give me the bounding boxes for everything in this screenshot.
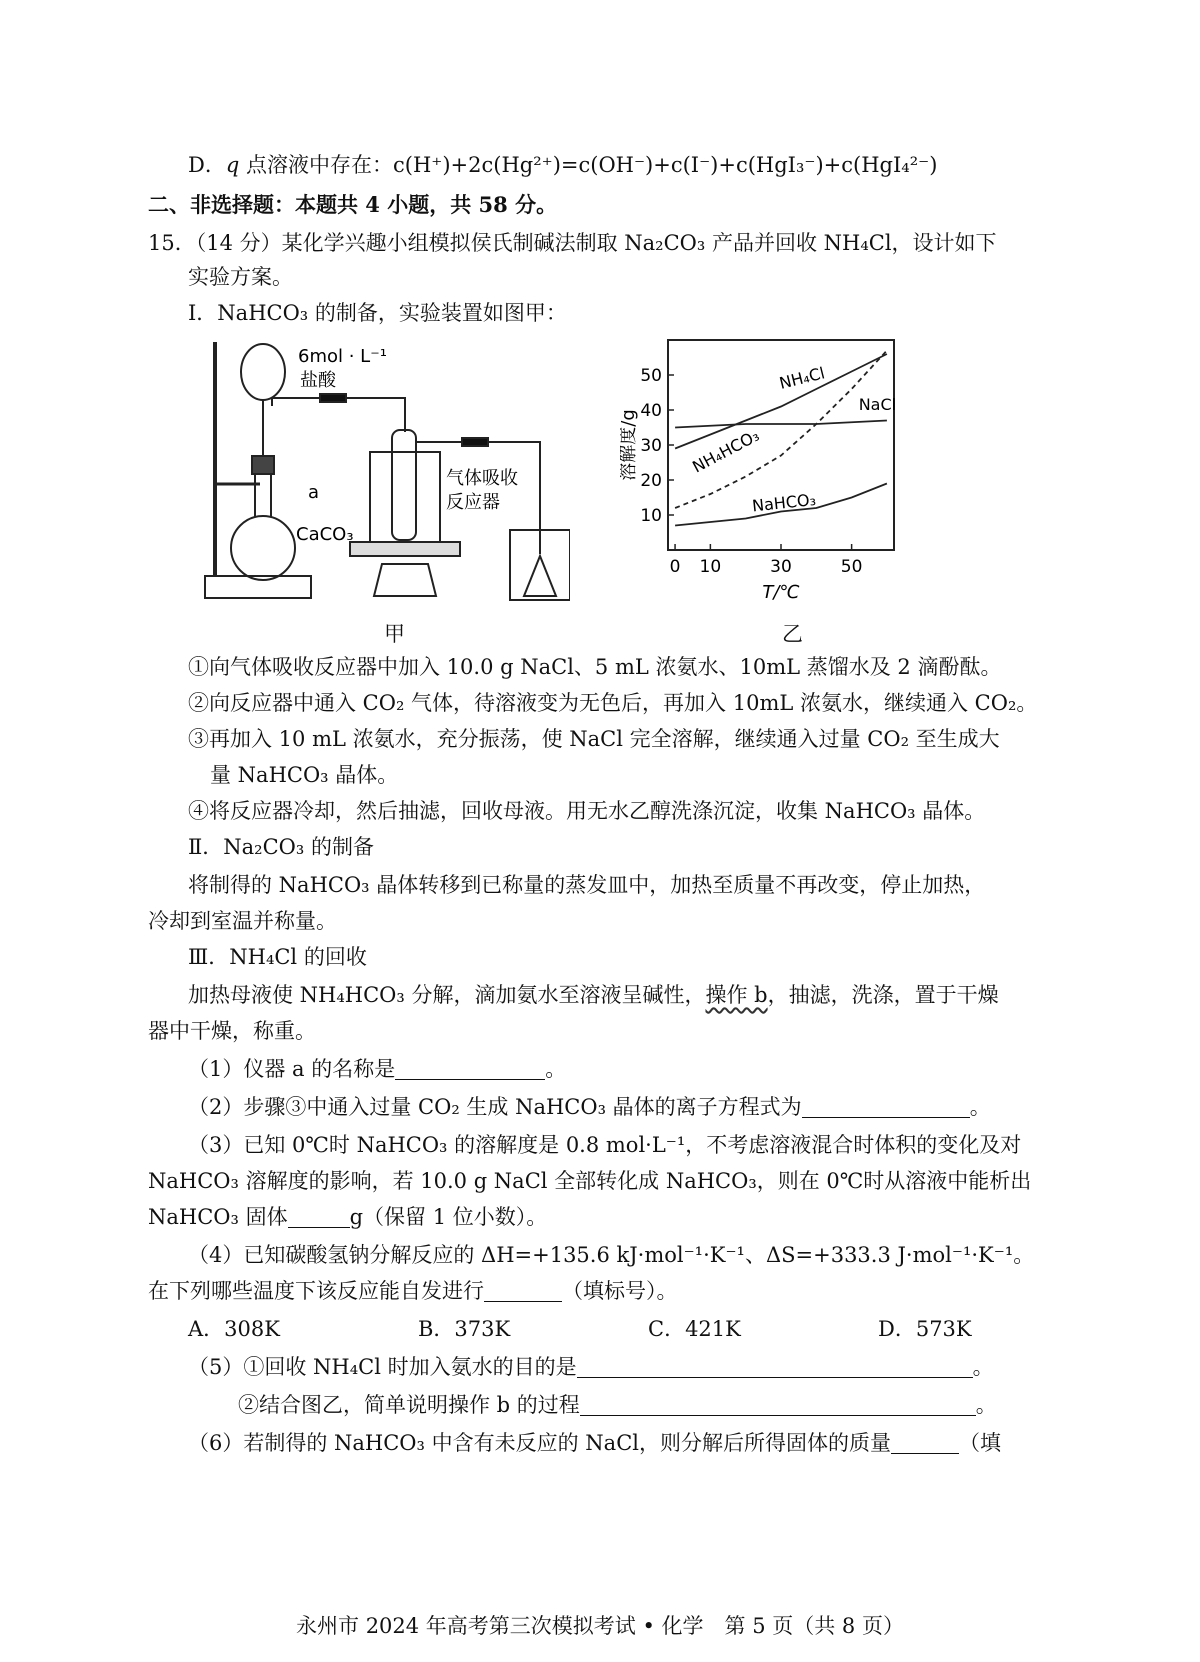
- step-3: ③再加入 10 mL 浓氨水，充分振荡，使 NaCl 完全溶解，继续通入过量 CO₂ 至生成大: [188, 727, 1000, 751]
- reactor-label-1: 气体吸收: [446, 468, 518, 489]
- dropping-funnel: [241, 344, 285, 400]
- gas-absorption-reactor: [392, 430, 416, 540]
- flask-label: a: [308, 482, 320, 503]
- subq-5-1: [188, 1352, 994, 1382]
- q15-intro-1: 15．（14 分）某化学兴趣小组模拟侯氏制碱法制取 Na₂CO₃ 产品并回收 NH₄Cl，设计如下: [148, 231, 997, 255]
- plot-frame: [668, 340, 897, 550]
- answer-blank-6[interactable]: [891, 1433, 959, 1454]
- part1-title: Ⅰ．NaHCO₃ 的制备，实验装置如图甲：: [188, 301, 567, 325]
- subq-3-line-1: （3）已知 0℃时 NaHCO₃ 的溶解度是 0.8 mol·L⁻¹，不考虑溶液混合时体积的变化及对: [188, 1133, 1022, 1157]
- subq-4-option-b[interactable]: B．373K: [418, 1317, 511, 1341]
- answer-blank-2[interactable]: [802, 1097, 970, 1118]
- subq-6-text: （6）若制得的 NaHCO₃ 中含有未反应的 NaCl，则分解后所得固体的质量: [188, 1431, 891, 1455]
- series-label-3: NaHCO₃: [751, 489, 817, 516]
- page-footer: 永州市 2024 年高考第三次模拟考试 • 化学 第 5 页（共 8 页）: [296, 1614, 904, 1638]
- subq-5-2-end: 。: [975, 1393, 997, 1417]
- y-tick-label-0: 10: [640, 506, 662, 526]
- answer-blank-3[interactable]: [288, 1207, 350, 1228]
- series-line-1: [675, 421, 887, 428]
- operation-b: 操作 b: [705, 983, 768, 1007]
- caption-yi: 乙: [782, 622, 803, 646]
- y-tick-label-2: 30: [640, 436, 662, 456]
- subq-1-end: 。: [545, 1057, 567, 1081]
- subq-3-line-3: [148, 1202, 547, 1232]
- x-tick-label-2: 30: [770, 557, 792, 577]
- subq-1: [188, 1054, 566, 1084]
- point-q: q: [225, 153, 240, 177]
- round-flask-a: [231, 516, 295, 580]
- subq-3-text: NaHCO₃ 固体: [148, 1205, 288, 1229]
- option-d: [188, 150, 937, 180]
- subq-4-option-d[interactable]: D．573K: [878, 1317, 972, 1341]
- answer-blank-5-2[interactable]: [580, 1395, 976, 1416]
- subq-6: [188, 1428, 1001, 1458]
- subq-4-end: （填标号）。: [562, 1279, 678, 1303]
- figure-solubility-chart: [620, 334, 910, 614]
- subq-6-end: （填: [958, 1431, 1001, 1455]
- y-tick-label-4: 50: [640, 366, 662, 386]
- x-tick-label-3: 50: [840, 557, 863, 577]
- subq-3-line-2: NaHCO₃ 溶解度的影响，若 10.0 g NaCl 全部转化成 NaHCO₃，则在 0℃时从溶液中能析出: [148, 1169, 1032, 1193]
- inverted-funnel: [524, 556, 556, 596]
- y-axis-label: 溶解度/g: [620, 409, 639, 481]
- part2-text-2: 冷却到室温并称量。: [148, 909, 337, 933]
- part2-title: Ⅱ．Na₂CO₃ 的制备: [188, 835, 374, 859]
- reactor-label-2: 反应器: [446, 492, 500, 513]
- answer-blank-1[interactable]: [395, 1059, 545, 1080]
- part2-text-1: 将制得的 NaHCO₃ 晶体转移到已称量的蒸发皿中，加热至质量不再改变，停止加热，: [188, 873, 986, 897]
- series-line-0: [675, 354, 887, 449]
- step-3-cont: 量 NaHCO₃ 晶体。: [210, 763, 399, 787]
- x-tick-label-0: 0: [669, 557, 681, 577]
- x-tick-label-1: 10: [699, 557, 722, 577]
- acid-label-2: 盐酸: [300, 370, 336, 391]
- part3-text-1b: ，抽滤，洗涤，置于干燥: [767, 983, 999, 1007]
- subq-5-1-text: （5）①回收 NH₄Cl 时加入氨水的目的是: [188, 1355, 577, 1379]
- part3-text-2: 器中干燥，称重。: [148, 1019, 316, 1043]
- subq-1-text: （1）仪器 a 的名称是: [188, 1057, 396, 1081]
- subq-2-end: 。: [969, 1095, 991, 1119]
- subq-4-option-a[interactable]: A．308K: [188, 1317, 280, 1341]
- part3-text-1: [188, 980, 999, 1010]
- stopper: [252, 456, 274, 474]
- subq-2-text: （2）步骤③中通入过量 CO₂ 生成 NaHCO₃ 晶体的离子方程式为: [188, 1095, 802, 1119]
- option-d-text: 点溶液中存在：: [239, 153, 393, 177]
- subq-5-1-end: 。: [972, 1355, 994, 1379]
- y-tick-label-1: 20: [640, 471, 662, 491]
- step-4: ④将反应器冷却，然后抽滤，回收母液。用无水乙醇洗涤沉淀，收集 NaHCO₃ 晶体。: [188, 799, 986, 823]
- figure-apparatus: [200, 334, 570, 614]
- subq-4-option-c[interactable]: C．421K: [648, 1317, 741, 1341]
- subq-3-end: g（保留 1 位小数）。: [349, 1205, 548, 1229]
- answer-blank-5-1[interactable]: [577, 1357, 973, 1378]
- delivery-tube: [272, 398, 405, 432]
- part3-title: Ⅲ．NH₄Cl 的回收: [188, 945, 367, 969]
- subq-4-line-1: （4）已知碳酸氢钠分解反应的 ΔH=+135.6 kJ·mol⁻¹·K⁻¹、ΔS=+333.3 J·mol⁻¹·K⁻¹。: [188, 1243, 1035, 1267]
- caption-jia: 甲: [384, 622, 405, 646]
- subq-5-2-text: ②结合图乙，简单说明操作 b 的过程: [238, 1393, 580, 1417]
- option-d-expression: c(H⁺)+2c(Hg²⁺)=c(OH⁻)+c(I⁻)+c(HgI₃⁻)+c(HgI₄²⁻): [392, 153, 938, 177]
- step-1: ①向气体吸收反应器中加入 10.0 g NaCl、5 mL 浓氨水、10mL 蒸馏水及 2 滴酚酞。: [188, 655, 1002, 679]
- series-label-2: NH₄HCO₃: [689, 425, 763, 477]
- subq-4-line-2: [148, 1276, 678, 1306]
- subq-4-text: 在下列哪些温度下该反应能自发进行: [148, 1279, 484, 1303]
- beaker: [370, 452, 440, 542]
- step-2: ②向反应器中通入 CO₂ 气体，待溶液变为无色后，再加入 10mL 浓氨水，继续通入 CO₂。: [188, 691, 1038, 715]
- series-label-0: NH₄Cl: [777, 363, 827, 393]
- q15-intro-2: 实验方案。: [188, 265, 293, 289]
- series-label-1: NaCl: [858, 395, 897, 414]
- alcohol-lamp: [374, 564, 436, 596]
- y-tick-label-3: 40: [640, 401, 662, 421]
- x-axis-label: T/℃: [762, 582, 800, 603]
- solid-label: CaCO₃: [296, 524, 354, 545]
- subq-2: [188, 1092, 991, 1122]
- option-d-label: D．: [188, 153, 226, 177]
- acid-label-1: 6mol · L⁻¹: [298, 346, 387, 367]
- answer-blank-4[interactable]: [484, 1281, 562, 1302]
- section-title: 二、非选择题：本题共 4 小题，共 58 分。: [148, 192, 558, 217]
- subq-5-2: [238, 1390, 997, 1420]
- wire-gauze: [350, 542, 460, 556]
- part3-text-1a: 加热母液使 NH₄HCO₃ 分解，滴加氨水至溶液呈碱性，: [188, 983, 706, 1007]
